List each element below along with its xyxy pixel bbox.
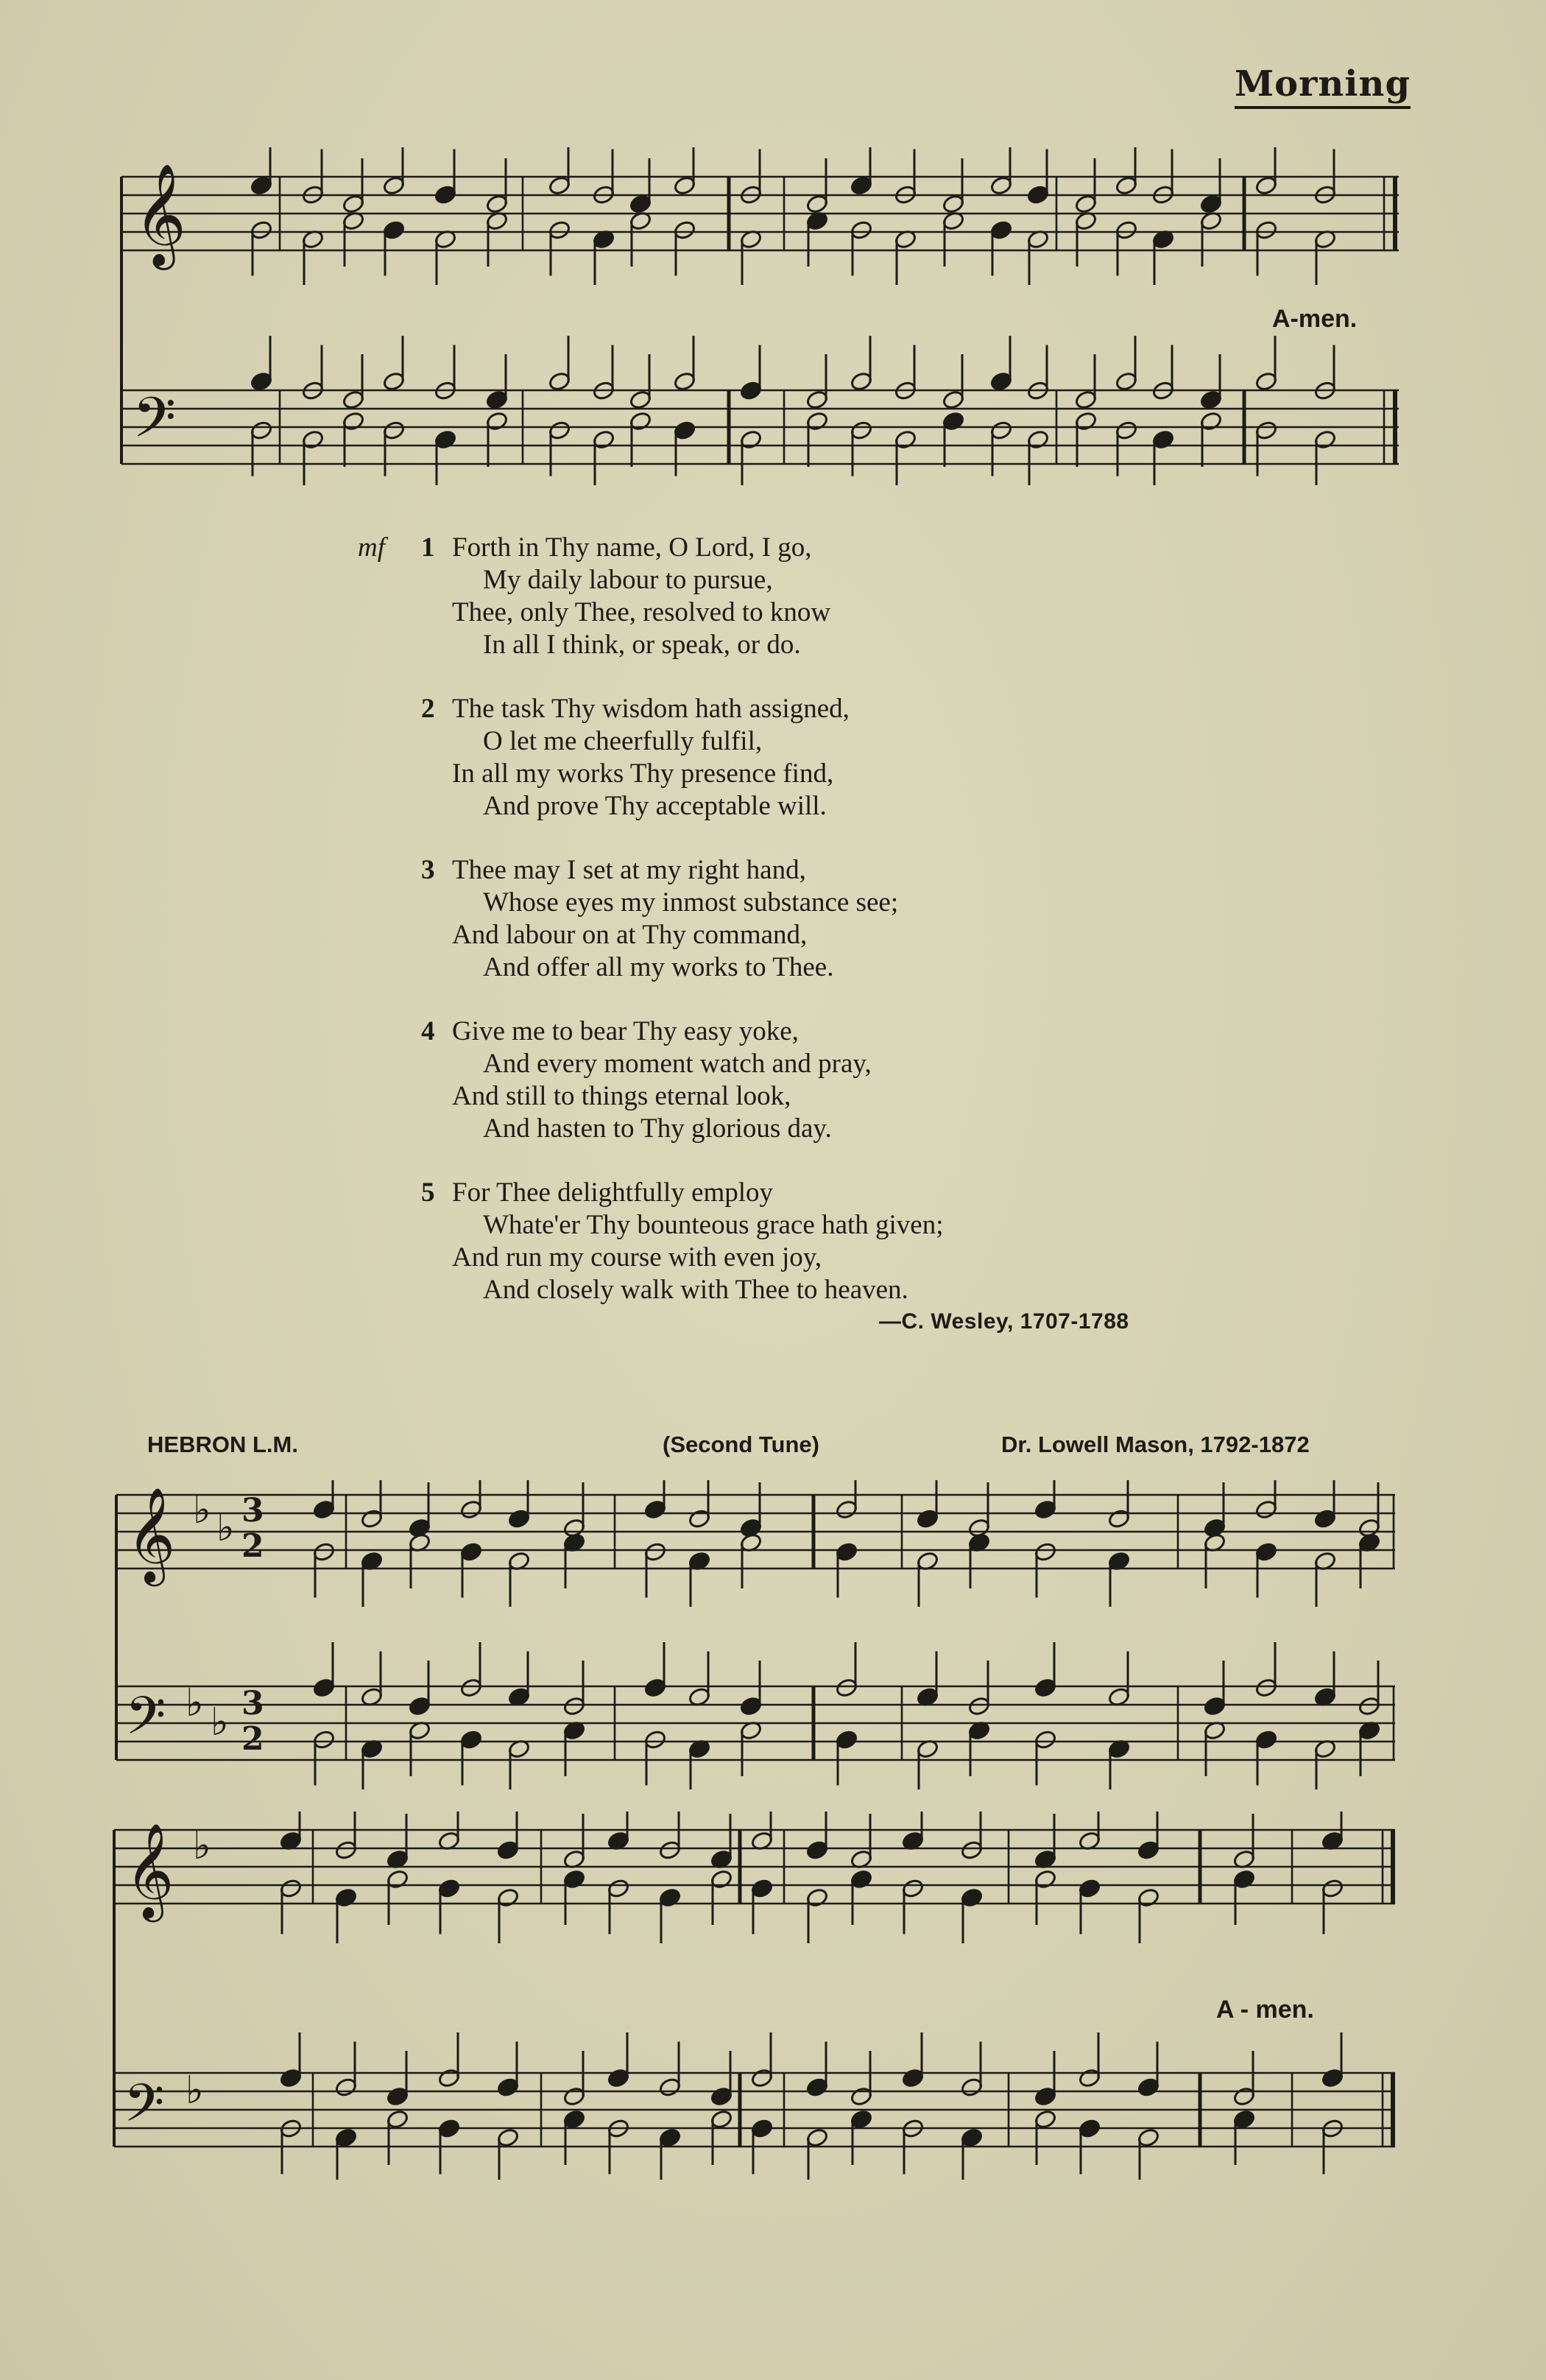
verse-number: 1 xyxy=(421,532,435,563)
verse-line: And labour on at Thy command, xyxy=(452,920,808,950)
verse-line: Whate'er Thy bounteous grace hath given; xyxy=(483,1210,944,1240)
svg-text:𝄢: 𝄢 xyxy=(125,1686,166,1759)
tune-name: HEBRON L.M. xyxy=(147,1432,298,1457)
svg-text:3: 3 xyxy=(241,1685,264,1722)
verse-line: And prove Thy acceptable will. xyxy=(483,791,827,821)
svg-text:♭: ♭ xyxy=(193,1824,211,1868)
svg-text:𝄞: 𝄞 xyxy=(127,1487,176,1582)
verse-line: Thee, only Thee, resolved to know xyxy=(452,597,831,627)
verse-1 xyxy=(353,532,1237,661)
svg-text:♭: ♭ xyxy=(186,1681,204,1725)
svg-text:𝄞: 𝄞 xyxy=(125,1823,174,1918)
amen-label-bottom: A - men. xyxy=(1216,1996,1314,2024)
verse-number: 3 xyxy=(421,855,435,885)
verse-line: My daily labour to pursue, xyxy=(483,565,773,595)
verse-5 xyxy=(353,1177,1237,1306)
verse-line: And run my course with even joy, xyxy=(452,1242,822,1272)
verse-line: O let me cheerfully fulfil, xyxy=(483,726,763,756)
verse-line: Thee may I set at my right hand, xyxy=(452,855,806,885)
section-heading: Morning xyxy=(1235,63,1411,109)
verse-3 xyxy=(353,854,1237,984)
verse-number: 4 xyxy=(421,1016,435,1046)
svg-text:♭: ♭ xyxy=(211,1700,229,1744)
score-hebron-system-2 xyxy=(0,1812,1546,2180)
verse-line: In all my works Thy presence find, xyxy=(452,758,834,789)
verse-number: 2 xyxy=(421,694,435,724)
svg-text:𝄢: 𝄢 xyxy=(133,385,177,464)
verse-line: And every moment watch and pray, xyxy=(483,1049,872,1079)
tune-composer: Dr. Lowell Mason, 1792-1872 xyxy=(1001,1432,1310,1457)
verse-line: Whose eyes my inmost substance see; xyxy=(483,887,899,918)
verse-line: And offer all my works to Thee. xyxy=(483,952,834,982)
verse-line: Forth in Thy name, O Lord, I go, xyxy=(452,532,812,563)
svg-text:♭: ♭ xyxy=(193,1488,211,1532)
verse-line: For Thee delightfully employ xyxy=(452,1177,774,1208)
score-system-top xyxy=(0,147,1546,530)
svg-text:𝄢: 𝄢 xyxy=(124,2073,165,2147)
verse-line: And closely walk with Thee to heaven. xyxy=(483,1275,908,1305)
verse-2 xyxy=(353,693,1237,823)
svg-text:♭: ♭ xyxy=(186,2069,204,2113)
tune-subtitle: (Second Tune) xyxy=(663,1432,819,1457)
amen-label-top: A-men. xyxy=(1272,305,1358,333)
verse-line: Give me to bear Thy easy yoke, xyxy=(452,1016,799,1046)
verse-line: And hasten to Thy glorious day. xyxy=(483,1113,832,1144)
svg-text:2: 2 xyxy=(241,1720,264,1758)
svg-text:𝄞: 𝄞 xyxy=(134,163,186,266)
score-hebron-system-1 xyxy=(0,1480,1546,1789)
verse-line: The task Thy wisdom hath assigned, xyxy=(452,694,850,724)
verse-number: 5 xyxy=(421,1177,435,1208)
svg-text:3: 3 xyxy=(241,1492,264,1529)
hymn-verses xyxy=(353,532,1237,1338)
svg-text:♭: ♭ xyxy=(216,1506,235,1550)
verse-line: And still to things eternal look, xyxy=(452,1081,791,1111)
verse-line: In all I think, or speak, or do. xyxy=(483,630,801,660)
dynamic-marking: mf xyxy=(358,532,385,563)
svg-text:2: 2 xyxy=(241,1527,264,1565)
hymn-author: —C. Wesley, 1707-1788 xyxy=(879,1309,1129,1334)
verse-4 xyxy=(353,1015,1237,1145)
